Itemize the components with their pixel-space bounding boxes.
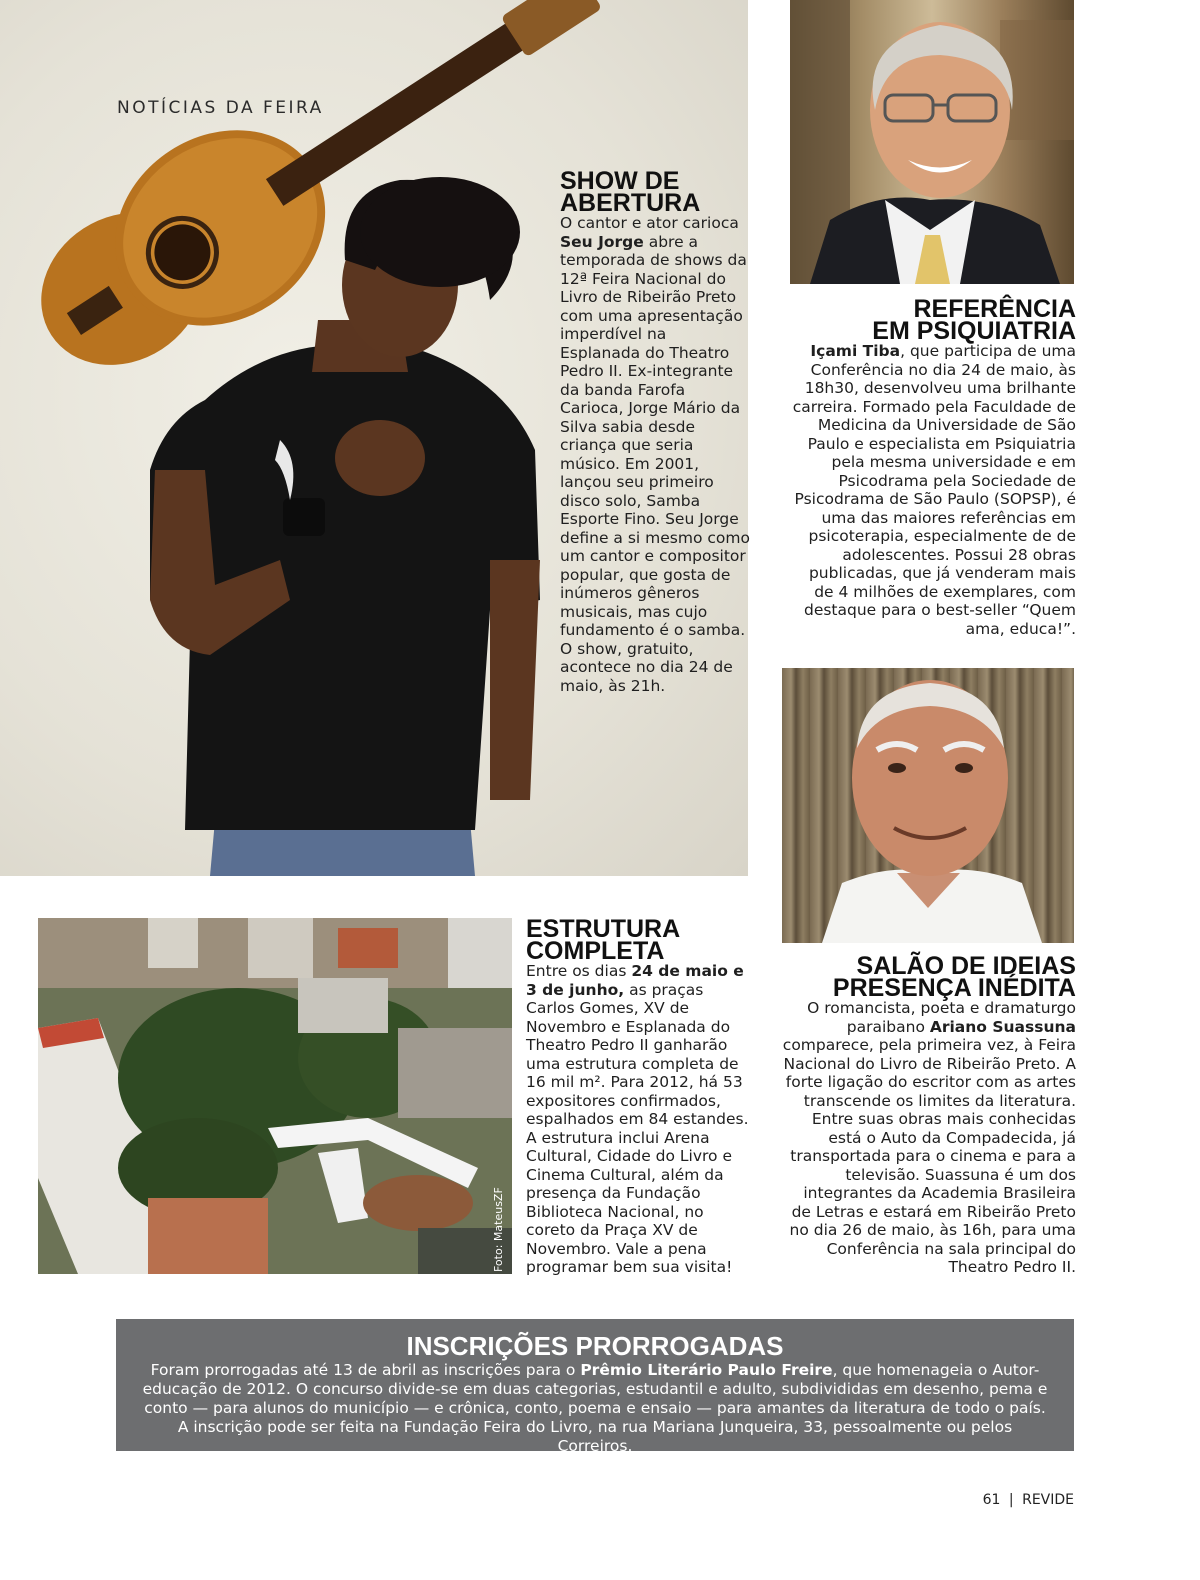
body-text: comparece, pela primeira vez, à Feira Nacional do Livro de Ribeirão Preto. A forte ligação do escritor com as artes transcende os limites da literatura. Entre suas obras mais conhecidas está o Auto da Compadecida, já transportada para o cinema e para a televisão. Suassuna é um dos integrantes da Academia Brasileira de Letras e estará em Ribeirão Preto no dia 26 de maio, às 16h, para uma Conferência na sala principal do Theatro Pedro II. (782, 1036, 1076, 1276)
article-headline (560, 167, 750, 217)
page-number: 61 (982, 1492, 1001, 1508)
article-headline (788, 295, 1076, 345)
body-text: Entre os dias (526, 962, 632, 980)
body-text: Foram prorrogadas até 13 de abril as inscrições para o (150, 1361, 581, 1379)
body-highlight: Seu Jorge (560, 232, 644, 251)
article-show-abertura (560, 167, 750, 695)
article-body (526, 962, 752, 1277)
body-text: as praças Carlos Gomes, XV de Novembro e Esplanada do Theatro Pedro II ganharão uma estrutura completa de 16 mil m². Para 2012, há 53 expositores confirmados, espalhados em 84 estandes. A estrutura inclui Arena Cultural, Cidade do Livro e Cinema Cultural, além da presença da Fundação Biblioteca Nacional, no coreto da Praça XV de Novembro. Vale a pena programar bem sua visita! (526, 980, 749, 1276)
inscricoes-box (116, 1319, 1074, 1455)
body-highlight: Ariano Suassuna (929, 1017, 1076, 1036)
headline-line-2: ABERTURA (560, 189, 701, 217)
headline-line-2: PRESENÇA INÉDITA (832, 974, 1076, 1002)
article-salao-de-ideias (782, 952, 1076, 1277)
inscricoes-body (140, 1361, 1050, 1456)
article-headline (526, 915, 752, 965)
article-referencia-psiquiatria (788, 295, 1076, 638)
article-body (560, 214, 750, 695)
page-footer (983, 1492, 1074, 1508)
body-text: O romancista, poeta e dramaturgo paraibano (807, 999, 1076, 1036)
headline-line-1: ESTRUTURA (526, 915, 681, 943)
magazine-name: REVIDE (1022, 1492, 1074, 1508)
photo-credit: Foto: MateusZF (492, 1187, 505, 1272)
section-label: NOTÍCIAS DA FEIRA (117, 98, 324, 118)
photo-ariano-suassuna (782, 668, 1074, 943)
headline-line-1: SHOW DE (560, 167, 680, 195)
headline-line-2: EM PSIQUIATRIA (872, 317, 1076, 345)
body-text: , que homenageia o Autor-educação de 2012. O concurso divide-se em duas categorias, estudantil e adulto, subdivididas em desenho, pema e conto — para alunos do município — e crônica, conto, poema e ensaio — para amantes da literatura de todo o país. A inscrição pode ser feita na Fundação Feira do Livro, na rua Mariana Junqueira, 33, pessoalmente ou pelos Correiros. (142, 1361, 1048, 1455)
footer-separator: | (1008, 1492, 1014, 1508)
body-highlight: Içami Tiba (810, 342, 901, 360)
headline-line-2: COMPLETA (526, 937, 665, 965)
article-body (788, 342, 1076, 638)
body-text: , que participa de uma Conferência no dia 24 de maio, às 18h30, desenvolveu uma brilhante carreira. Formado pela Faculdade de Medicina da Universidade de São Paulo e especialista em Psiquiatria pela mesma universidade e em Psicodrama pela Sociedade de Psicodrama de São Paulo (SOPSP), é uma das maiores referências em psicoterapia, especialmente de de adolescentes. Possui 28 obras publicadas, que já venderam mais de 4 milhões de exemplares, com destaque para o best-seller “Quem ama, educa!”. (792, 342, 1076, 638)
article-headline (782, 952, 1076, 1002)
portrait-illustration (782, 668, 1074, 943)
body-highlight: 24 de maio e 3 de junho, (526, 962, 744, 999)
photo-aerial-city (38, 918, 512, 1274)
headline-line-1: REFERÊNCIA (913, 295, 1076, 323)
inscricoes-title: INSCRIÇÕES PRORROGADAS (406, 1331, 784, 1361)
body-text: O cantor e ator carioca (560, 214, 739, 232)
article-estrutura-completa (526, 915, 752, 1277)
body-text: abre a temporada de shows da 12ª Feira Nacional do Livro de Ribeirão Preto com uma apresentação imperdível na Esplanada do Theatro Pedro II. Ex-integrante da banda Farofa Carioca, Jorge Mário da Silva sabia desde criança que seria músico. Em 2001, lançou seu primeiro disco solo, Samba Esporte Fino. Seu Jorge define a si mesmo como um cantor e compositor popular, que gosta de inúmeros gêneros musicais, mas cujo fundamento é o samba. O show, gratuito, acontece no dia 24 de maio, às 21h. (560, 232, 750, 695)
portrait-illustration (790, 0, 1074, 284)
photo-icami-tiba (790, 0, 1074, 284)
article-body (782, 999, 1076, 1277)
headline-line-1: SALÃO DE IDEIAS (856, 952, 1076, 980)
body-highlight: Prêmio Literário Paulo Freire (580, 1361, 833, 1379)
aerial-illustration (38, 918, 512, 1274)
